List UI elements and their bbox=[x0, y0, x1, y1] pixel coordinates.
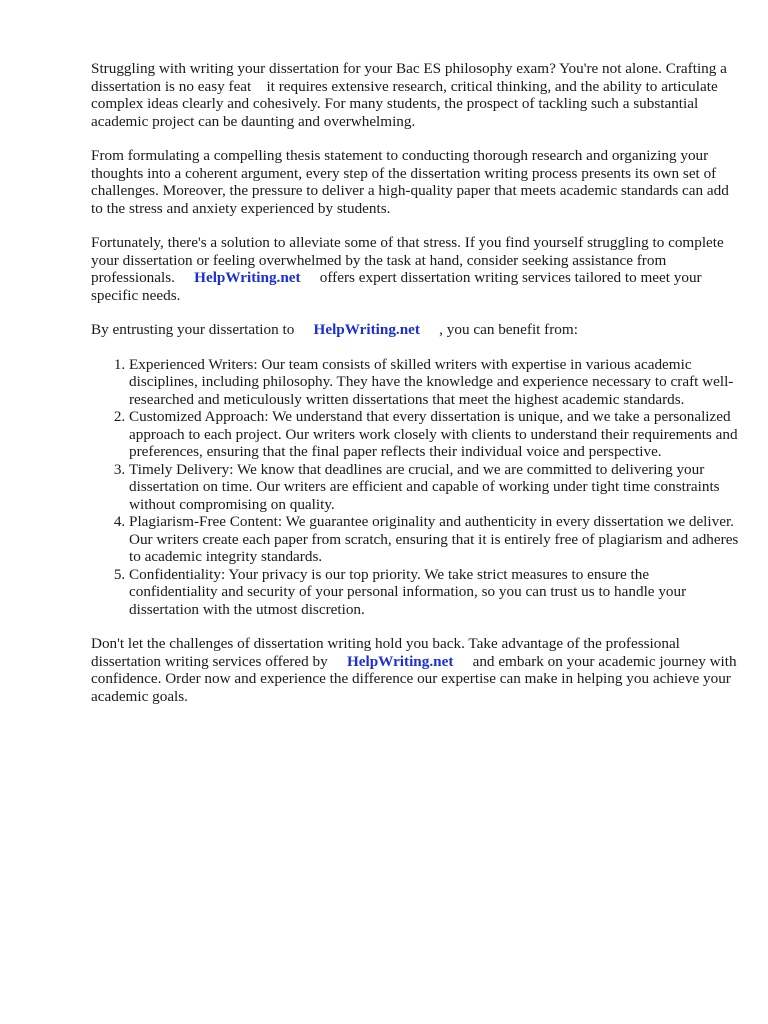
benefits-intro-before: By entrusting your dissertation to bbox=[91, 321, 310, 338]
benefits-list bbox=[91, 356, 741, 619]
closing-paragraph bbox=[91, 635, 741, 705]
list-item: 2. Customized Approach: We understand that every dissertation is unique, and we take a personalized approach to each project. Our writers work closely with clients to understand their requirements and preferences, ensuring that the final paper reflects their individual voice and perspective. bbox=[129, 408, 741, 461]
helpwriting-link[interactable]: HelpWriting.net bbox=[346, 652, 454, 670]
solution-text-after: offers expert dissertation writing services tailored to meet your specific needs. bbox=[91, 269, 702, 304]
list-item: 1. Experienced Writers: Our team consists of skilled writers with expertise in various academic disciplines, including philosophy. They have the knowledge and experience necessary to craft well-researched and meticulously written dissertations that meet the highest academic standards. bbox=[129, 356, 741, 409]
document-page bbox=[91, 60, 741, 722]
closing-text-after: and embark on your academic journey with confidence. Order now and experience the difference our expertise can make in helping you achieve your academic goals. bbox=[91, 652, 737, 705]
benefits-intro-paragraph bbox=[91, 321, 741, 339]
solution-text-before: Fortunately, there's a solution to alleviate some of that stress. If you find yourself struggling to complete your dissertation or feeling overwhelmed by the task at hand, consider seeking assistance from professionals. bbox=[91, 234, 724, 286]
challenges-paragraph: From formulating a compelling thesis statement to conducting thorough research and organizing your thoughts into a coherent argument, every step of the dissertation writing process presents its own set of challenges. Moreover, the pressure to deliver a high-quality paper that meets academic standards can add to the stress and anxiety experienced by students. bbox=[91, 147, 729, 217]
helpwriting-link[interactable]: HelpWriting.net bbox=[313, 321, 420, 338]
list-item: 5. Confidentiality: Your privacy is our top priority. We take strict measures to ensure the confidentiality and security of your personal information, so you can trust us to handle your dissertation with the utmost discretion. bbox=[129, 566, 741, 619]
benefits-intro-after: , you can benefit from: bbox=[423, 321, 578, 338]
list-item: 4. Plagiarism-Free Content: We guarantee originality and authenticity in every dissertation we deliver. Our writers create each paper from scratch, ensuring that it is entirely free of plagiarism and adheres to academic integrity standards. bbox=[129, 513, 741, 566]
intro-paragraph: Struggling with writing your dissertation for your Bac ES philosophy exam? You're not alone. Crafting a dissertation is no easy feat it requires extensive research, critical thinking, and the ability to articulate complex ideas clearly and cohesively. For many students, the prospect of tackling such a substantial academic project can be daunting and overwhelming. bbox=[91, 60, 727, 130]
solution-paragraph bbox=[91, 234, 741, 304]
list-item: 3. Timely Delivery: We know that deadlines are crucial, and we are committed to delivering your dissertation on time. Our writers are efficient and capable of working under tight time constraints without compromising on quality. bbox=[129, 461, 741, 514]
helpwriting-link[interactable]: HelpWriting.net bbox=[194, 269, 301, 286]
closing-text-before: Don't let the challenges of dissertation writing hold you back. Take advantage of the professional dissertation writing services offered by bbox=[91, 635, 680, 670]
